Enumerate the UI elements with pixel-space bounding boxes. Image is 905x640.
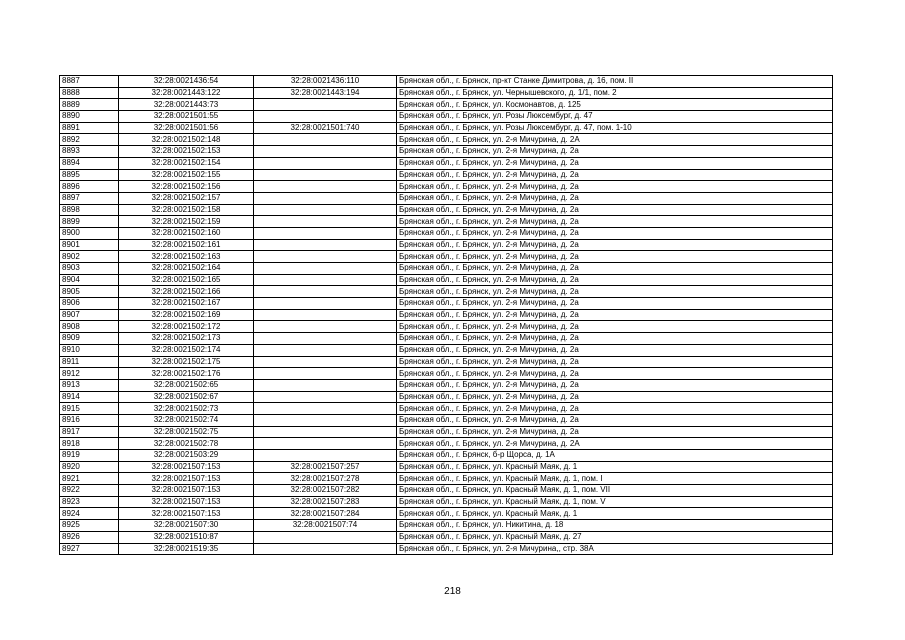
table-row — [60, 450, 833, 462]
row-number-cell: 8912 — [60, 368, 119, 380]
premises-cadastral-number-cell: 32:28:0021436:110 — [254, 76, 397, 88]
table-row — [60, 122, 833, 134]
table-row — [60, 76, 833, 88]
cadastral-number-cell: 32:28:0021502:172 — [119, 321, 254, 333]
table-row — [60, 99, 833, 111]
table-row — [60, 286, 833, 298]
address-cell: Брянская обл., г. Брянск, ул. 2-я Мичурина, д. 2а — [397, 426, 833, 438]
row-number-cell: 8900 — [60, 227, 119, 239]
cadastral-number-cell: 32:28:0021502:175 — [119, 356, 254, 368]
table-row — [60, 274, 833, 286]
premises-cadastral-number-cell — [254, 216, 397, 228]
row-number-cell: 8916 — [60, 414, 119, 426]
row-number-cell: 8924 — [60, 508, 119, 520]
premises-cadastral-number-cell — [254, 403, 397, 415]
cadastral-number-cell: 32:28:0021519:35 — [119, 543, 254, 555]
cadastral-number-cell: 32:28:0021502:73 — [119, 403, 254, 415]
premises-cadastral-number-cell — [254, 274, 397, 286]
cadastral-number-cell: 32:28:0021443:122 — [119, 87, 254, 99]
table-row — [60, 87, 833, 99]
cadastral-number-cell: 32:28:0021502:169 — [119, 309, 254, 321]
table-row — [60, 134, 833, 146]
address-cell: Брянская обл., г. Брянск, ул. 2-я Мичурина, д. 2а — [397, 391, 833, 403]
table-row — [60, 157, 833, 169]
register-table-body — [60, 76, 833, 555]
table-row — [60, 414, 833, 426]
address-cell: Брянская обл., г. Брянск, ул. Красный Маяк, д. 1 — [397, 461, 833, 473]
table-row — [60, 239, 833, 251]
address-cell: Брянская обл., г. Брянск, ул. 2-я Мичурина, д. 2а — [397, 368, 833, 380]
row-number-cell: 8927 — [60, 543, 119, 555]
address-cell: Брянская обл., г. Брянск, ул. Красный Маяк, д. 27 — [397, 531, 833, 543]
table-row — [60, 438, 833, 450]
premises-cadastral-number-cell: 32:28:0021507:257 — [254, 461, 397, 473]
address-cell: Брянская обл., г. Брянск, ул. 2-я Мичурина, д. 2а — [397, 309, 833, 321]
address-cell: Брянская обл., г. Брянск, б-р Щорса, д. 1А — [397, 450, 833, 462]
premises-cadastral-number-cell: 32:28:0021507:74 — [254, 520, 397, 532]
cadastral-number-cell: 32:28:0021507:153 — [119, 508, 254, 520]
address-cell: Брянская обл., г. Брянск, ул. 2-я Мичурина, д. 2а — [397, 344, 833, 356]
table-row — [60, 496, 833, 508]
premises-cadastral-number-cell — [254, 99, 397, 111]
address-cell: Брянская обл., г. Брянск, ул. Красный Маяк, д. 1, пом. I — [397, 473, 833, 485]
table-row — [60, 356, 833, 368]
cadastral-number-cell: 32:28:0021436:54 — [119, 76, 254, 88]
premises-cadastral-number-cell — [254, 333, 397, 345]
cadastral-number-cell: 32:28:0021502:161 — [119, 239, 254, 251]
premises-cadastral-number-cell: 32:28:0021507:283 — [254, 496, 397, 508]
premises-cadastral-number-cell — [254, 239, 397, 251]
row-number-cell: 8896 — [60, 181, 119, 193]
table-row — [60, 216, 833, 228]
cadastral-number-cell: 32:28:0021502:157 — [119, 192, 254, 204]
row-number-cell: 8913 — [60, 379, 119, 391]
row-number-cell: 8904 — [60, 274, 119, 286]
table-row — [60, 543, 833, 555]
address-cell: Брянская обл., г. Брянск, ул. 2-я Мичурина, д. 2А — [397, 438, 833, 450]
table-row — [60, 403, 833, 415]
address-cell: Брянская обл., г. Брянск, ул. 2-я Мичурина, д. 2а — [397, 251, 833, 263]
premises-cadastral-number-cell — [254, 111, 397, 123]
row-number-cell: 8907 — [60, 309, 119, 321]
address-cell: Брянская обл., г. Брянск, ул. 2-я Мичурина, д. 2а — [397, 414, 833, 426]
address-cell: Брянская обл., г. Брянск, ул. 2-я Мичурина,, стр. 38А — [397, 543, 833, 555]
row-number-cell: 8920 — [60, 461, 119, 473]
table-row — [60, 181, 833, 193]
address-cell: Брянская обл., г. Брянск, ул. Красный Маяк, д. 1, пом. VII — [397, 485, 833, 497]
cadastral-number-cell: 32:28:0021502:164 — [119, 263, 254, 275]
table-row — [60, 321, 833, 333]
premises-cadastral-number-cell — [254, 414, 397, 426]
premises-cadastral-number-cell — [254, 321, 397, 333]
cadastral-number-cell: 32:28:0021502:176 — [119, 368, 254, 380]
cadastral-number-cell: 32:28:0021510:87 — [119, 531, 254, 543]
address-cell: Брянская обл., г. Брянск, ул. 2-я Мичурина, д. 2а — [397, 169, 833, 181]
row-number-cell: 8902 — [60, 251, 119, 263]
cadastral-number-cell: 32:28:0021502:165 — [119, 274, 254, 286]
table-row — [60, 111, 833, 123]
cadastral-number-cell: 32:28:0021502:65 — [119, 379, 254, 391]
table-row — [60, 298, 833, 310]
register-table — [59, 75, 833, 555]
premises-cadastral-number-cell — [254, 379, 397, 391]
premises-cadastral-number-cell — [254, 309, 397, 321]
address-cell: Брянская обл., г. Брянск, ул. Чернышевского, д. 1/1, пом. 2 — [397, 87, 833, 99]
premises-cadastral-number-cell — [254, 356, 397, 368]
table-row — [60, 531, 833, 543]
row-number-cell: 8919 — [60, 450, 119, 462]
table-row — [60, 192, 833, 204]
address-cell: Брянская обл., г. Брянск, ул. 2-я Мичурина, д. 2а — [397, 239, 833, 251]
row-number-cell: 8910 — [60, 344, 119, 356]
cadastral-number-cell: 32:28:0021502:173 — [119, 333, 254, 345]
address-cell: Брянская обл., г. Брянск, ул. 2-я Мичурина, д. 2а — [397, 379, 833, 391]
address-cell: Брянская обл., г. Брянск, ул. Розы Люксембург, д. 47 — [397, 111, 833, 123]
premises-cadastral-number-cell: 32:28:0021443:194 — [254, 87, 397, 99]
premises-cadastral-number-cell: 32:28:0021507:278 — [254, 473, 397, 485]
table-row — [60, 251, 833, 263]
table-row — [60, 169, 833, 181]
premises-cadastral-number-cell — [254, 286, 397, 298]
premises-cadastral-number-cell — [254, 134, 397, 146]
row-number-cell: 8898 — [60, 204, 119, 216]
premises-cadastral-number-cell — [254, 426, 397, 438]
row-number-cell: 8889 — [60, 99, 119, 111]
row-number-cell: 8923 — [60, 496, 119, 508]
table-row — [60, 379, 833, 391]
row-number-cell: 8891 — [60, 122, 119, 134]
row-number-cell: 8909 — [60, 333, 119, 345]
cadastral-number-cell: 32:28:0021503:29 — [119, 450, 254, 462]
cadastral-number-cell: 32:28:0021502:174 — [119, 344, 254, 356]
page-number: 218 — [444, 586, 461, 597]
row-number-cell: 8925 — [60, 520, 119, 532]
premises-cadastral-number-cell — [254, 227, 397, 239]
table-row — [60, 461, 833, 473]
row-number-cell: 8926 — [60, 531, 119, 543]
cadastral-number-cell: 32:28:0021502:160 — [119, 227, 254, 239]
premises-cadastral-number-cell — [254, 391, 397, 403]
table-row — [60, 473, 833, 485]
table-row — [60, 333, 833, 345]
address-cell: Брянская обл., г. Брянск, ул. 2-я Мичурина, д. 2А — [397, 134, 833, 146]
cadastral-number-cell: 32:28:0021502:67 — [119, 391, 254, 403]
premises-cadastral-number-cell — [254, 251, 397, 263]
row-number-cell: 8915 — [60, 403, 119, 415]
cadastral-number-cell: 32:28:0021502:159 — [119, 216, 254, 228]
address-cell: Брянская обл., г. Брянск, ул. 2-я Мичурина, д. 2а — [397, 216, 833, 228]
row-number-cell: 8888 — [60, 87, 119, 99]
address-cell: Брянская обл., г. Брянск, ул. 2-я Мичурина, д. 2а — [397, 263, 833, 275]
table-row — [60, 368, 833, 380]
premises-cadastral-number-cell — [254, 157, 397, 169]
row-number-cell: 8893 — [60, 146, 119, 158]
address-cell: Брянская обл., г. Брянск, пр-кт Станке Димитрова, д. 16, пом. II — [397, 76, 833, 88]
row-number-cell: 8892 — [60, 134, 119, 146]
premises-cadastral-number-cell: 32:28:0021507:282 — [254, 485, 397, 497]
address-cell: Брянская обл., г. Брянск, ул. 2-я Мичурина, д. 2а — [397, 192, 833, 204]
premises-cadastral-number-cell — [254, 344, 397, 356]
table-row — [60, 204, 833, 216]
cadastral-number-cell: 32:28:0021443:73 — [119, 99, 254, 111]
cadastral-number-cell: 32:28:0021502:74 — [119, 414, 254, 426]
cadastral-number-cell: 32:28:0021502:75 — [119, 426, 254, 438]
premises-cadastral-number-cell — [254, 146, 397, 158]
address-cell: Брянская обл., г. Брянск, ул. Никитина, д. 18 — [397, 520, 833, 532]
table-row — [60, 309, 833, 321]
cadastral-number-cell: 32:28:0021502:158 — [119, 204, 254, 216]
address-cell: Брянская обл., г. Брянск, ул. 2-я Мичурина, д. 2а — [397, 157, 833, 169]
table-row — [60, 263, 833, 275]
cadastral-number-cell: 32:28:0021507:153 — [119, 485, 254, 497]
address-cell: Брянская обл., г. Брянск, ул. Красный Маяк, д. 1 — [397, 508, 833, 520]
premises-cadastral-number-cell — [254, 298, 397, 310]
premises-cadastral-number-cell — [254, 192, 397, 204]
premises-cadastral-number-cell — [254, 204, 397, 216]
row-number-cell: 8917 — [60, 426, 119, 438]
cadastral-number-cell: 32:28:0021502:78 — [119, 438, 254, 450]
table-row — [60, 344, 833, 356]
address-cell: Брянская обл., г. Брянск, ул. 2-я Мичурина, д. 2а — [397, 298, 833, 310]
cadastral-number-cell: 32:28:0021502:154 — [119, 157, 254, 169]
table-row — [60, 146, 833, 158]
cadastral-number-cell: 32:28:0021501:55 — [119, 111, 254, 123]
address-cell: Брянская обл., г. Брянск, ул. 2-я Мичурина, д. 2а — [397, 333, 833, 345]
row-number-cell: 8905 — [60, 286, 119, 298]
address-cell: Брянская обл., г. Брянск, ул. 2-я Мичурина, д. 2а — [397, 321, 833, 333]
cadastral-number-cell: 32:28:0021502:167 — [119, 298, 254, 310]
address-cell: Брянская обл., г. Брянск, ул. 2-я Мичурина, д. 2а — [397, 181, 833, 193]
cadastral-number-cell: 32:28:0021502:155 — [119, 169, 254, 181]
cadastral-number-cell: 32:28:0021507:153 — [119, 496, 254, 508]
address-cell: Брянская обл., г. Брянск, ул. 2-я Мичурина, д. 2а — [397, 204, 833, 216]
address-cell: Брянская обл., г. Брянск, ул. 2-я Мичурина, д. 2а — [397, 286, 833, 298]
cadastral-number-cell: 32:28:0021502:163 — [119, 251, 254, 263]
premises-cadastral-number-cell — [254, 181, 397, 193]
table-row — [60, 520, 833, 532]
cadastral-number-cell: 32:28:0021501:56 — [119, 122, 254, 134]
premises-cadastral-number-cell — [254, 169, 397, 181]
address-cell: Брянская обл., г. Брянск, ул. 2-я Мичурина, д. 2а — [397, 356, 833, 368]
cadastral-number-cell: 32:28:0021502:166 — [119, 286, 254, 298]
cadastral-number-cell: 32:28:0021507:30 — [119, 520, 254, 532]
row-number-cell: 8908 — [60, 321, 119, 333]
row-number-cell: 8894 — [60, 157, 119, 169]
premises-cadastral-number-cell — [254, 531, 397, 543]
cadastral-number-cell: 32:28:0021502:153 — [119, 146, 254, 158]
premises-cadastral-number-cell — [254, 438, 397, 450]
table-row — [60, 508, 833, 520]
address-cell: Брянская обл., г. Брянск, ул. 2-я Мичурина, д. 2а — [397, 274, 833, 286]
row-number-cell: 8890 — [60, 111, 119, 123]
cadastral-number-cell: 32:28:0021507:153 — [119, 461, 254, 473]
premises-cadastral-number-cell — [254, 368, 397, 380]
premises-cadastral-number-cell — [254, 543, 397, 555]
premises-cadastral-number-cell: 32:28:0021507:284 — [254, 508, 397, 520]
row-number-cell: 8899 — [60, 216, 119, 228]
premises-cadastral-number-cell — [254, 263, 397, 275]
row-number-cell: 8897 — [60, 192, 119, 204]
cadastral-number-cell: 32:28:0021507:153 — [119, 473, 254, 485]
row-number-cell: 8901 — [60, 239, 119, 251]
table-row — [60, 391, 833, 403]
address-cell: Брянская обл., г. Брянск, ул. Розы Люксембург, д. 47, пом. 1-10 — [397, 122, 833, 134]
table-row — [60, 426, 833, 438]
address-cell: Брянская обл., г. Брянск, ул. 2-я Мичурина, д. 2а — [397, 227, 833, 239]
row-number-cell: 8921 — [60, 473, 119, 485]
table-row — [60, 485, 833, 497]
cadastral-number-cell: 32:28:0021502:156 — [119, 181, 254, 193]
address-cell: Брянская обл., г. Брянск, ул. Красный Маяк, д. 1, пом. V — [397, 496, 833, 508]
address-cell: Брянская обл., г. Брянск, ул. Космонавтов, д. 125 — [397, 99, 833, 111]
cadastral-number-cell: 32:28:0021502:148 — [119, 134, 254, 146]
premises-cadastral-number-cell — [254, 450, 397, 462]
row-number-cell: 8911 — [60, 356, 119, 368]
row-number-cell: 8922 — [60, 485, 119, 497]
premises-cadastral-number-cell: 32:28:0021501:740 — [254, 122, 397, 134]
table-row — [60, 227, 833, 239]
row-number-cell: 8895 — [60, 169, 119, 181]
row-number-cell: 8918 — [60, 438, 119, 450]
row-number-cell: 8887 — [60, 76, 119, 88]
address-cell: Брянская обл., г. Брянск, ул. 2-я Мичурина, д. 2а — [397, 146, 833, 158]
address-cell: Брянская обл., г. Брянск, ул. 2-я Мичурина, д. 2а — [397, 403, 833, 415]
row-number-cell: 8903 — [60, 263, 119, 275]
row-number-cell: 8906 — [60, 298, 119, 310]
row-number-cell: 8914 — [60, 391, 119, 403]
